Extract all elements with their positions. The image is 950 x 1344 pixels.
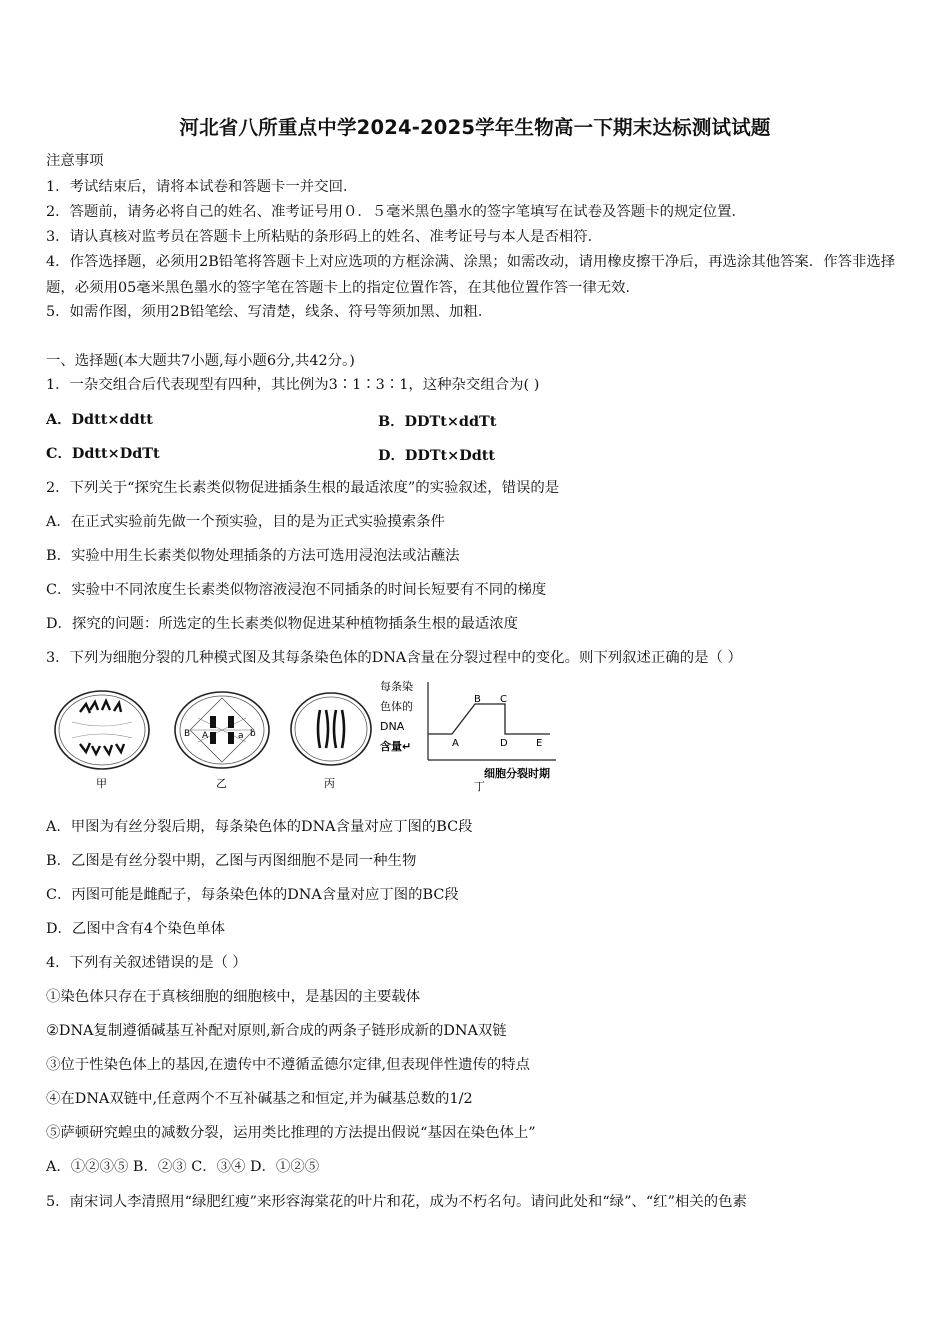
label-bing: 丙 bbox=[324, 777, 335, 790]
dna-content-graph bbox=[380, 679, 556, 793]
graph-ylabel-4: 含量↵ bbox=[380, 740, 412, 753]
graph-point-d: D bbox=[500, 738, 508, 749]
notice-item: 2．答题前，请务必将自己的姓名、准考证号用０．５毫米黑色墨水的签字笔填写在试卷及答题卡的规定位置． bbox=[46, 204, 746, 220]
q1-option-b: B．DDTt×ddTt bbox=[378, 413, 497, 430]
label-yi-a-upper: A bbox=[202, 731, 209, 741]
q4-statement: ⑤萨顿研究蝗虫的减数分裂，运用类比推理的方法提出假说“基因在染色体上” bbox=[46, 1125, 536, 1141]
q2-option-a: A．在正式实验前先做一个预实验，目的是为正式实验摸索条件 bbox=[46, 514, 445, 530]
label-yi-a-lower: a bbox=[238, 731, 244, 741]
cell-jia-drawing bbox=[55, 691, 149, 769]
q2-option-c: C．实验中不同浓度生长素类似物溶液浸泡不同插条的时间长短要有不同的梯度 bbox=[46, 582, 547, 598]
question-3-stem: 3．下列为细胞分裂的几种模式图及其每条染色体的DNA含量在分裂过程中的变化。则下列叙述正确的是（ ） bbox=[46, 650, 742, 666]
q2-option-b: B．实验中用生长素类似物处理插条的方法可选用浸泡法或沾蘸法 bbox=[46, 548, 460, 564]
label-yi-b-upper: B bbox=[184, 729, 191, 739]
label-yi: 乙 bbox=[216, 777, 227, 790]
q4-statement: ②DNA复制遵循碱基互补配对原则,新合成的两条子链形成新的DNA双链 bbox=[46, 1023, 507, 1039]
graph-ylabel-3: DNA bbox=[380, 720, 405, 733]
q4-statement: ①染色体只存在于真核细胞的细胞核中，是基因的主要载体 bbox=[46, 989, 421, 1005]
q1-option-c: C．Ddtt×DdTt bbox=[46, 445, 160, 462]
graph-dna-line bbox=[428, 704, 550, 734]
q2-option-d: D．探究的问题：所选定的生长素类似物促进某种植物插条生根的最适浓度 bbox=[46, 616, 519, 632]
q1-option-d: D．DDTt×Ddtt bbox=[378, 447, 496, 464]
notice-item: 5．如需作图，须用2B铅笔绘、写清楚，线条、符号等须加黑、加粗． bbox=[46, 304, 493, 320]
q3-option-a: A．甲图为有丝分裂后期，每条染色体的DNA含量对应丁图的BC段 bbox=[46, 819, 473, 835]
label-yi-b-lower: b bbox=[250, 729, 256, 739]
graph-ylabel-1: 每条染 bbox=[380, 680, 413, 693]
q3-option-d: D．乙图中含有4个染色单体 bbox=[46, 921, 225, 937]
q4-statement: ④在DNA双链中,任意两个不互补碱基之和恒定,并为碱基总数的1/2 bbox=[46, 1091, 473, 1107]
question-2-stem: 2．下列关于“探究生长素类似物促进插条生根的最适浓度”的实验叙述，错误的是 bbox=[46, 480, 560, 496]
graph-point-b: B bbox=[474, 694, 481, 705]
label-ding: 丁 bbox=[474, 780, 485, 793]
question-5-stem: 5．南宋词人李清照用“绿肥红瘦”来形容海棠花的叶片和花，成为不朽名句。请问此处和“绿”、“红”相关的色素 bbox=[46, 1194, 747, 1210]
q3-option-b: B．乙图是有丝分裂中期，乙图与丙图细胞不是同一种生物 bbox=[46, 853, 417, 869]
section-heading: 一、选择题(本大题共7小题,每小题6分,共42分。) bbox=[46, 353, 355, 369]
q3-option-c: C．丙图可能是雌配子，每条染色体的DNA含量对应丁图的BC段 bbox=[46, 887, 459, 903]
label-jia: 甲 bbox=[96, 777, 107, 790]
question-4-stem: 4．下列有关叙述错误的是（ ） bbox=[46, 955, 247, 971]
notice-item: 4．作答选择题，必须用2B铅笔将答题卡上对应选项的方框涂满、涂黑；如需改动，请用橡皮擦干净后，再选涂其他答案．作答非选择题，必须用05毫米黑色墨水的签字笔在答题卡上的指定位置作答，在其他位置作答一律无效． bbox=[46, 254, 896, 296]
notice-heading: 注意事项 bbox=[46, 153, 104, 169]
graph-point-c: C bbox=[500, 694, 507, 705]
graph-xlabel: 细胞分裂时期 bbox=[484, 767, 550, 780]
graph-point-a: A bbox=[452, 738, 459, 749]
graph-ylabel-2: 色体的 bbox=[380, 700, 413, 713]
cell-division-figure bbox=[50, 674, 590, 800]
cell-bing-drawing bbox=[291, 693, 371, 765]
q1-option-a: A．Ddtt×ddtt bbox=[46, 411, 153, 428]
q4-statement: ③位于性染色体上的基因,在遗传中不遵循孟德尔定律,但表现伴性遗传的特点 bbox=[46, 1057, 531, 1073]
notice-item: 1．考试结束后，请将本试卷和答题卡一并交回． bbox=[46, 179, 358, 195]
graph-point-e: E bbox=[536, 738, 543, 749]
q4-options: A．①②③⑤ B．②③ C．③④ D．①②⑤ bbox=[46, 1159, 320, 1175]
question-1-stem: 1．一杂交组合后代表现型有四种，其比例为3∶1∶3∶1，这种杂交组合为( ) bbox=[46, 377, 540, 393]
notice-item: 3．请认真核对监考员在答题卡上所粘贴的条形码上的姓名、准考证号与本人是否相符． bbox=[46, 229, 603, 245]
page-title: 河北省八所重点中学2024-2025学年生物高一下期末达标测试试题 bbox=[179, 116, 771, 139]
